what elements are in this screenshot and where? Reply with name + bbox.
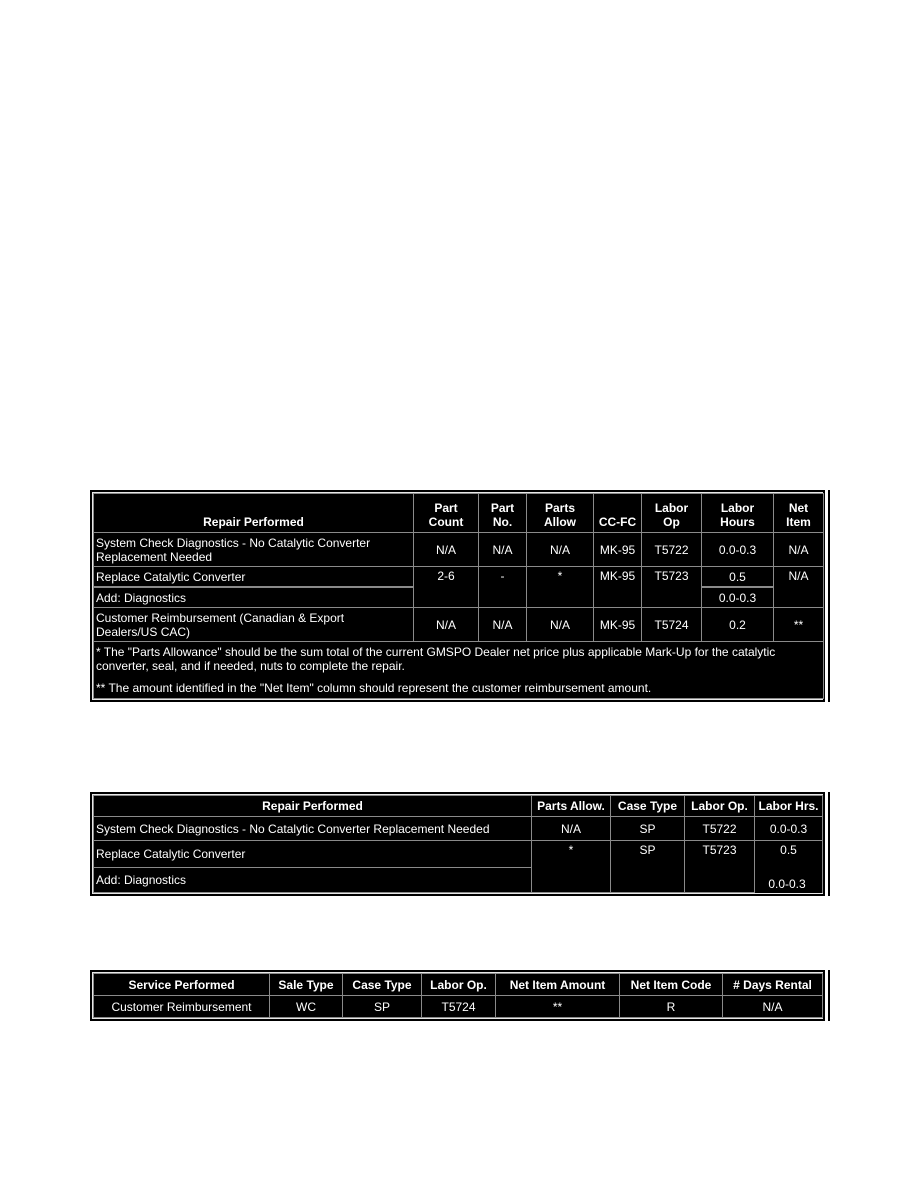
cell-repair: Replace Catalytic Converter <box>94 567 414 588</box>
header-labor-op: Labor Op <box>642 494 702 533</box>
cell-labor-hours: 0.0-0.3 <box>702 587 774 608</box>
table-row <box>94 608 824 642</box>
cell-case-type: SP <box>611 817 685 841</box>
header-cc-fc: CC-FC <box>594 494 642 533</box>
header-net-item: Net Item <box>774 494 824 533</box>
cell-labor-op: T5722 <box>642 533 702 567</box>
cell-labor-op: T5722 <box>685 817 755 841</box>
cell-labor-hours: 0.5 <box>702 567 774 588</box>
table-row <box>94 533 824 567</box>
header-case-type: Case Type <box>343 974 422 996</box>
cell-net-item: N/A <box>774 533 824 567</box>
repair-table-1 <box>93 493 824 699</box>
cell-part-no: N/A <box>479 533 527 567</box>
header-part-no: Part No. <box>479 494 527 533</box>
cell-days-rental: N/A <box>723 996 823 1018</box>
footnote-parts-allowance-cont: converter, seal, and if needed, nuts to complete the repair. <box>96 659 405 673</box>
cell-labor-op: T5724 <box>422 996 496 1018</box>
header-net-item-amount: Net Item Amount <box>496 974 620 996</box>
cell-labor-hrs: 0.5 <box>755 841 823 893</box>
cell-parts-allow: N/A <box>532 817 611 841</box>
service-table <box>90 970 825 1021</box>
cell-parts-allow: * <box>527 567 594 608</box>
header-row <box>94 494 824 533</box>
table-row <box>94 996 823 1018</box>
cell-repair: Customer Reimbursement (Canadian & Export Dealers/US CAC) <box>94 608 414 642</box>
cell-labor-op: T5723 <box>642 567 702 608</box>
cell-parts-allow: * <box>532 841 611 893</box>
header-service-performed: Service Performed <box>94 974 270 996</box>
cell-repair: System Check Diagnostics - No Catalytic Converter Replacement Needed <box>94 817 532 841</box>
header-parts-allow: Parts Allow. <box>532 796 611 817</box>
header-parts-allow: Parts Allow <box>527 494 594 533</box>
cell-labor-hours: 0.0-0.3 <box>702 533 774 567</box>
cell-labor-op: T5724 <box>642 608 702 642</box>
repair-table-2 <box>93 795 823 893</box>
table-row <box>94 817 823 841</box>
footnote-net-item: ** The amount identified in the "Net Item" column should represent the customer reimbursement amount. <box>96 681 652 695</box>
cell-net-item-amount: ** <box>496 996 620 1018</box>
cell-part-count: N/A <box>414 533 479 567</box>
cell-parts-allow: N/A <box>527 608 594 642</box>
header-repair-performed: Repair Performed <box>94 494 414 533</box>
cell-part-count: 2-6 <box>414 567 479 608</box>
cell-cc-fc: MK-95 <box>594 608 642 642</box>
cell-repair: Add: Diagnostics <box>94 868 532 893</box>
service-reimbursement-table <box>93 973 823 1018</box>
cell-net-item: N/A <box>774 567 824 608</box>
header-labor-op: Labor Op. <box>422 974 496 996</box>
header-sale-type: Sale Type <box>270 974 343 996</box>
cell-repair: Add: Diagnostics <box>94 587 414 608</box>
notes-row <box>94 642 824 699</box>
labor-table-detailed <box>90 490 825 702</box>
labor-table-summary <box>90 792 825 896</box>
header-days-rental: # Days Rental <box>723 974 823 996</box>
cell-service: Customer Reimbursement <box>94 996 270 1018</box>
cell-part-count: N/A <box>414 608 479 642</box>
header-row <box>94 796 823 817</box>
cell-repair: System Check Diagnostics - No Catalytic Converter Replacement Needed <box>94 533 414 567</box>
cell-cc-fc: MK-95 <box>594 533 642 567</box>
header-labor-hours: Labor Hours <box>702 494 774 533</box>
cell-sale-type: WC <box>270 996 343 1018</box>
cell-labor-op: T5723 <box>685 841 755 893</box>
cell-repair: Replace Catalytic Converter <box>94 841 532 868</box>
header-case-type: Case Type <box>611 796 685 817</box>
table-footnotes <box>94 642 824 699</box>
cell-cc-fc: MK-95 <box>594 567 642 608</box>
header-net-item-code: Net Item Code <box>620 974 723 996</box>
cell-case-type: SP <box>343 996 422 1018</box>
cell-net-item-code: R <box>620 996 723 1018</box>
cell-net-item: ** <box>774 608 824 642</box>
header-part-count: Part Count <box>414 494 479 533</box>
header-labor-op: Labor Op. <box>685 796 755 817</box>
table-row <box>94 567 824 588</box>
cell-parts-allow: N/A <box>527 533 594 567</box>
cell-labor-hrs: 0.0-0.3 <box>755 817 823 841</box>
table-row <box>94 841 823 868</box>
cell-case-type: SP <box>611 841 685 893</box>
footnote-parts-allowance: * The "Parts Allowance" should be the sum total of the current GMSPO Dealer net price plus applicable Mark-Up for the catalytic <box>96 645 776 659</box>
cell-labor-hrs-diagnostics: 0.0-0.3 <box>768 877 806 891</box>
cell-part-no: N/A <box>479 608 527 642</box>
header-repair-performed: Repair Performed <box>94 796 532 817</box>
header-row <box>94 974 823 996</box>
cell-labor-hours: 0.2 <box>702 608 774 642</box>
cell-part-no: - <box>479 567 527 608</box>
header-labor-hrs: Labor Hrs. <box>755 796 823 817</box>
